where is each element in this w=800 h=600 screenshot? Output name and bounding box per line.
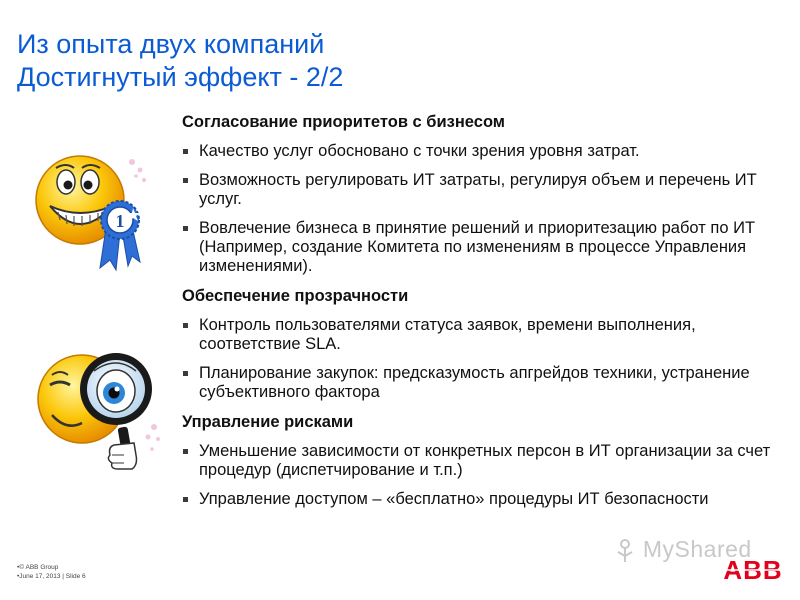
section-heading: Обеспечение прозрачности (182, 287, 409, 305)
section-transparency (182, 286, 782, 402)
bullet-item: Вовлечение бизнеса в принятие решений и приоритезацию работ по ИТ (Например, создание Комитета по изменениям в процессе Управления изменениями). (182, 219, 782, 276)
title-line-2: Достигнутый эффект - 2/2 (17, 62, 344, 92)
section-priorities (182, 112, 782, 276)
slide-footer (17, 563, 86, 581)
watermark-text: MyShared (642, 536, 752, 562)
bullet-item: Планирование закупок: предсказумость апгрейдов техники, устранение субъективного фактора (182, 364, 782, 402)
section-heading: Управление рисками (182, 413, 354, 431)
smiley-magnifier-icon (36, 335, 164, 475)
watermark-tree-icon (614, 538, 636, 564)
bullet-item: Уменьшение зависимости от конкретных персон в ИТ организации за счет процедур (диспетчирование и т.п.) (182, 442, 782, 480)
content-body (182, 108, 782, 519)
award-number: 1 (115, 211, 125, 231)
abb-logo (722, 557, 784, 583)
section-heading: Согласование приоритетов с бизнесом (182, 113, 506, 131)
smiley-award-icon (32, 150, 157, 275)
bullet-item: Управление доступом – «бесплатно» процедуры ИТ безопасности (182, 490, 782, 509)
slide-title (17, 28, 343, 94)
title-line-1: Из опыта двух компаний (17, 29, 325, 59)
bullet-item: Качество услуг обосновано с точки зрения уровня затрат. (182, 142, 782, 161)
section-risks (182, 412, 782, 509)
svg-text:ABB: ABB (723, 557, 783, 583)
bullet-item: Контроль пользователями статуса заявок, времени выполнения, соответствие SLA. (182, 316, 782, 354)
footer-copyright: •© ABB Group (17, 564, 59, 571)
bullet-item: Возможность регулировать ИТ затраты, регулируя объем и перечень ИТ услуг. (182, 171, 782, 209)
footer-date-slide: •June 17, 2013 | Slide 6 (17, 573, 86, 580)
